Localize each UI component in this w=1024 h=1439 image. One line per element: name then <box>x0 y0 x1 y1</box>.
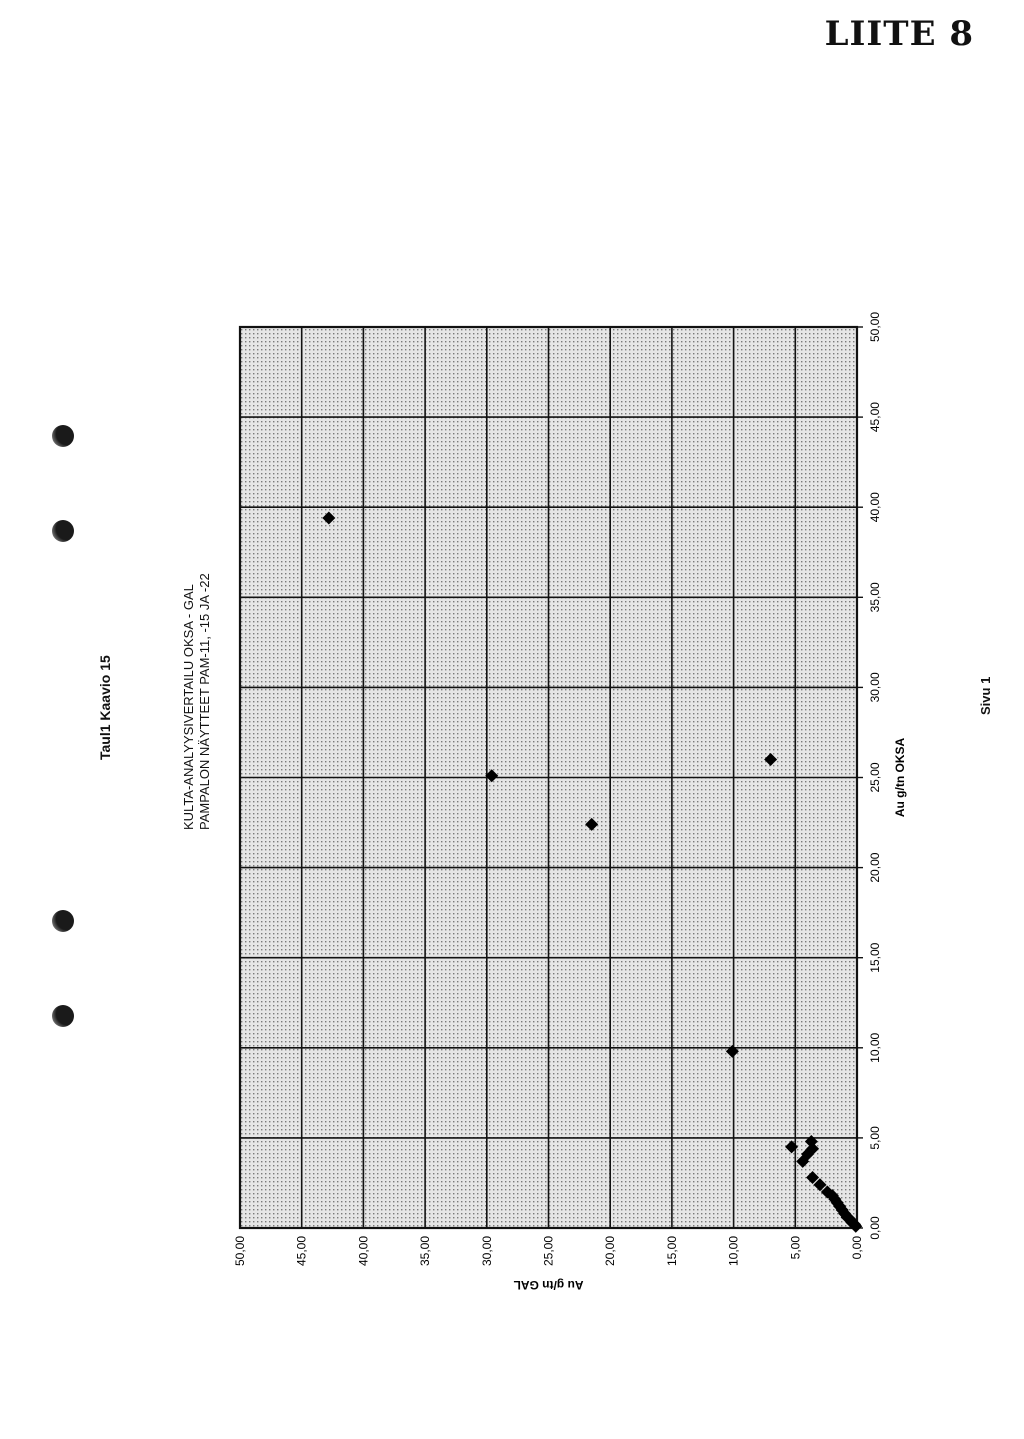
y-tick-label: 0,00 <box>850 1236 864 1260</box>
x-axis-title: Au g/tn OKSA <box>893 737 907 818</box>
x-tick-label: 0,00 <box>868 1216 882 1240</box>
x-tick-label: 40,00 <box>868 492 882 523</box>
x-tick-label: 50,00 <box>868 311 882 343</box>
x-tick-label: 10,00 <box>868 1032 882 1063</box>
y-tick-label: 10,00 <box>726 1236 741 1267</box>
page-header: Taul1 Kaavio 15 <box>97 655 113 760</box>
y-tick-label: 20,00 <box>603 1236 618 1267</box>
x-tick-label: 35,00 <box>868 582 882 613</box>
y-tick-label: 15,00 <box>664 1236 679 1267</box>
x-tick-label: 15,00 <box>868 942 882 973</box>
chart-title: KULTA-ANALYYSIVERTAILU OKSA - GAL <box>181 584 196 830</box>
y-tick-label: 45,00 <box>294 1236 309 1267</box>
x-tick-label: 5,00 <box>868 1126 882 1150</box>
y-tick-label: 35,00 <box>418 1236 433 1267</box>
y-tick-label: 50,00 <box>233 1236 247 1267</box>
page-footer: Sivu 1 <box>978 676 993 715</box>
x-tick-label: 25,00 <box>868 762 882 793</box>
y-tick-label: 25,00 <box>541 1236 556 1267</box>
x-tick-label: 20,00 <box>868 852 882 883</box>
y-axis-title: Au g/tn GAL <box>513 1278 584 1292</box>
x-tick-label: 45,00 <box>868 402 882 433</box>
y-tick-label: 40,00 <box>356 1236 371 1267</box>
chart-subtitle: PAMPALON NÄYTTEET PAM-11, -15 JA -22 <box>197 573 212 830</box>
y-tick-label: 5,00 <box>788 1236 803 1260</box>
y-tick-label: 30,00 <box>479 1236 494 1267</box>
handwritten-note: LIITE 8 <box>824 14 974 54</box>
x-tick-label: 30,00 <box>868 672 882 703</box>
